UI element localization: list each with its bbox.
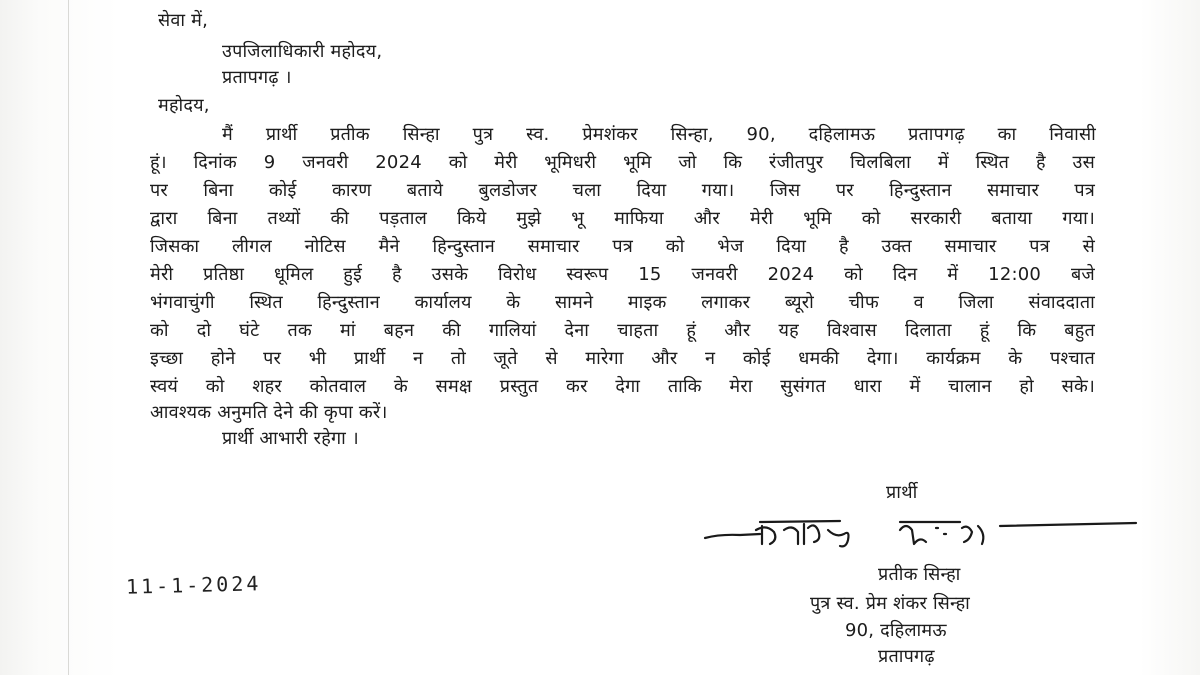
body-line: स्वयं को शहर कोतवाल के समक्ष प्रस्तुत कर देगा ताकि मेरा सुसंगत धारा में चालान हो सके। bbox=[150, 376, 1095, 397]
sender-name: प्रतीक सिन्हा bbox=[878, 564, 961, 585]
body-line: मैं प्रार्थी प्रतीक सिन्हा पुत्र स्व. प्रेमशंकर सिन्हा, 90, दहिलामऊ प्रतापगढ़ का निवासी bbox=[222, 124, 1096, 145]
addressee-title: उपजिलाधिकारी महोदय, bbox=[222, 41, 383, 62]
handwritten-date: 11-1-2024 bbox=[125, 571, 262, 599]
applicant-label: प्रार्थी bbox=[886, 482, 918, 503]
body-line: द्वारा बिना तथ्यों की पड़ताल किये मुझे भू माफिया और मेरी भूमि को सरकारी बताया गया। bbox=[150, 208, 1095, 229]
body-line: हूं। दिनांक 9 जनवरी 2024 को मेरी भूमिधरी भूमि जो कि रंजीतपुर चिलबिला में स्थित है उस bbox=[150, 152, 1095, 173]
body-line: आवश्यक अनुमति देने की कृपा करें। bbox=[150, 402, 388, 423]
body-line: पर बिना कोई कारण बताये बुलडोजर चला दिया गया। जिस पर हिन्दुस्तान समाचार पत्र bbox=[150, 180, 1095, 201]
closing-line: प्रार्थी आभारी रहेगा । bbox=[222, 428, 359, 449]
addressee-place: प्रतापगढ़ । bbox=[222, 67, 292, 88]
greeting: महोदय, bbox=[158, 95, 210, 116]
body-line: इच्छा होने पर भी प्रार्थी न तो जूते से मारेगा और न कोई धमकी देगा। कार्यक्रम के पश्चात bbox=[150, 348, 1095, 369]
body-line: मेरी प्रतिष्ठा धूमिल हुई है उसके विरोध स्वरूप 15 जनवरी 2024 को दिन में 12:00 बजे bbox=[150, 264, 1095, 285]
sender-father: पुत्र स्व. प्रेम शंकर सिन्हा bbox=[810, 593, 971, 614]
body-line: भंगवाचुंगी स्थित हिन्दुस्तान कार्यालय के सामने माइक लगाकर ब्यूरो चीफ व जिला संवाददाता bbox=[150, 292, 1095, 313]
salutation-to: सेवा में, bbox=[158, 10, 209, 31]
handwritten-signature bbox=[700, 512, 1140, 562]
sender-city: प्रतापगढ़ bbox=[878, 646, 935, 667]
body-line: जिसका लीगल नोटिस मैने हिन्दुस्तान समाचार पत्र को भेज दिया है उक्त समाचार पत्र से bbox=[150, 236, 1095, 257]
sender-address: 90, दहिलामऊ bbox=[845, 620, 947, 641]
body-line: को दो घंटे तक मां बहन की गालियां देना चाहता हूं और यह विश्वास दिलाता हूं कि बहुत bbox=[150, 320, 1095, 341]
page-fold-line bbox=[68, 0, 69, 675]
